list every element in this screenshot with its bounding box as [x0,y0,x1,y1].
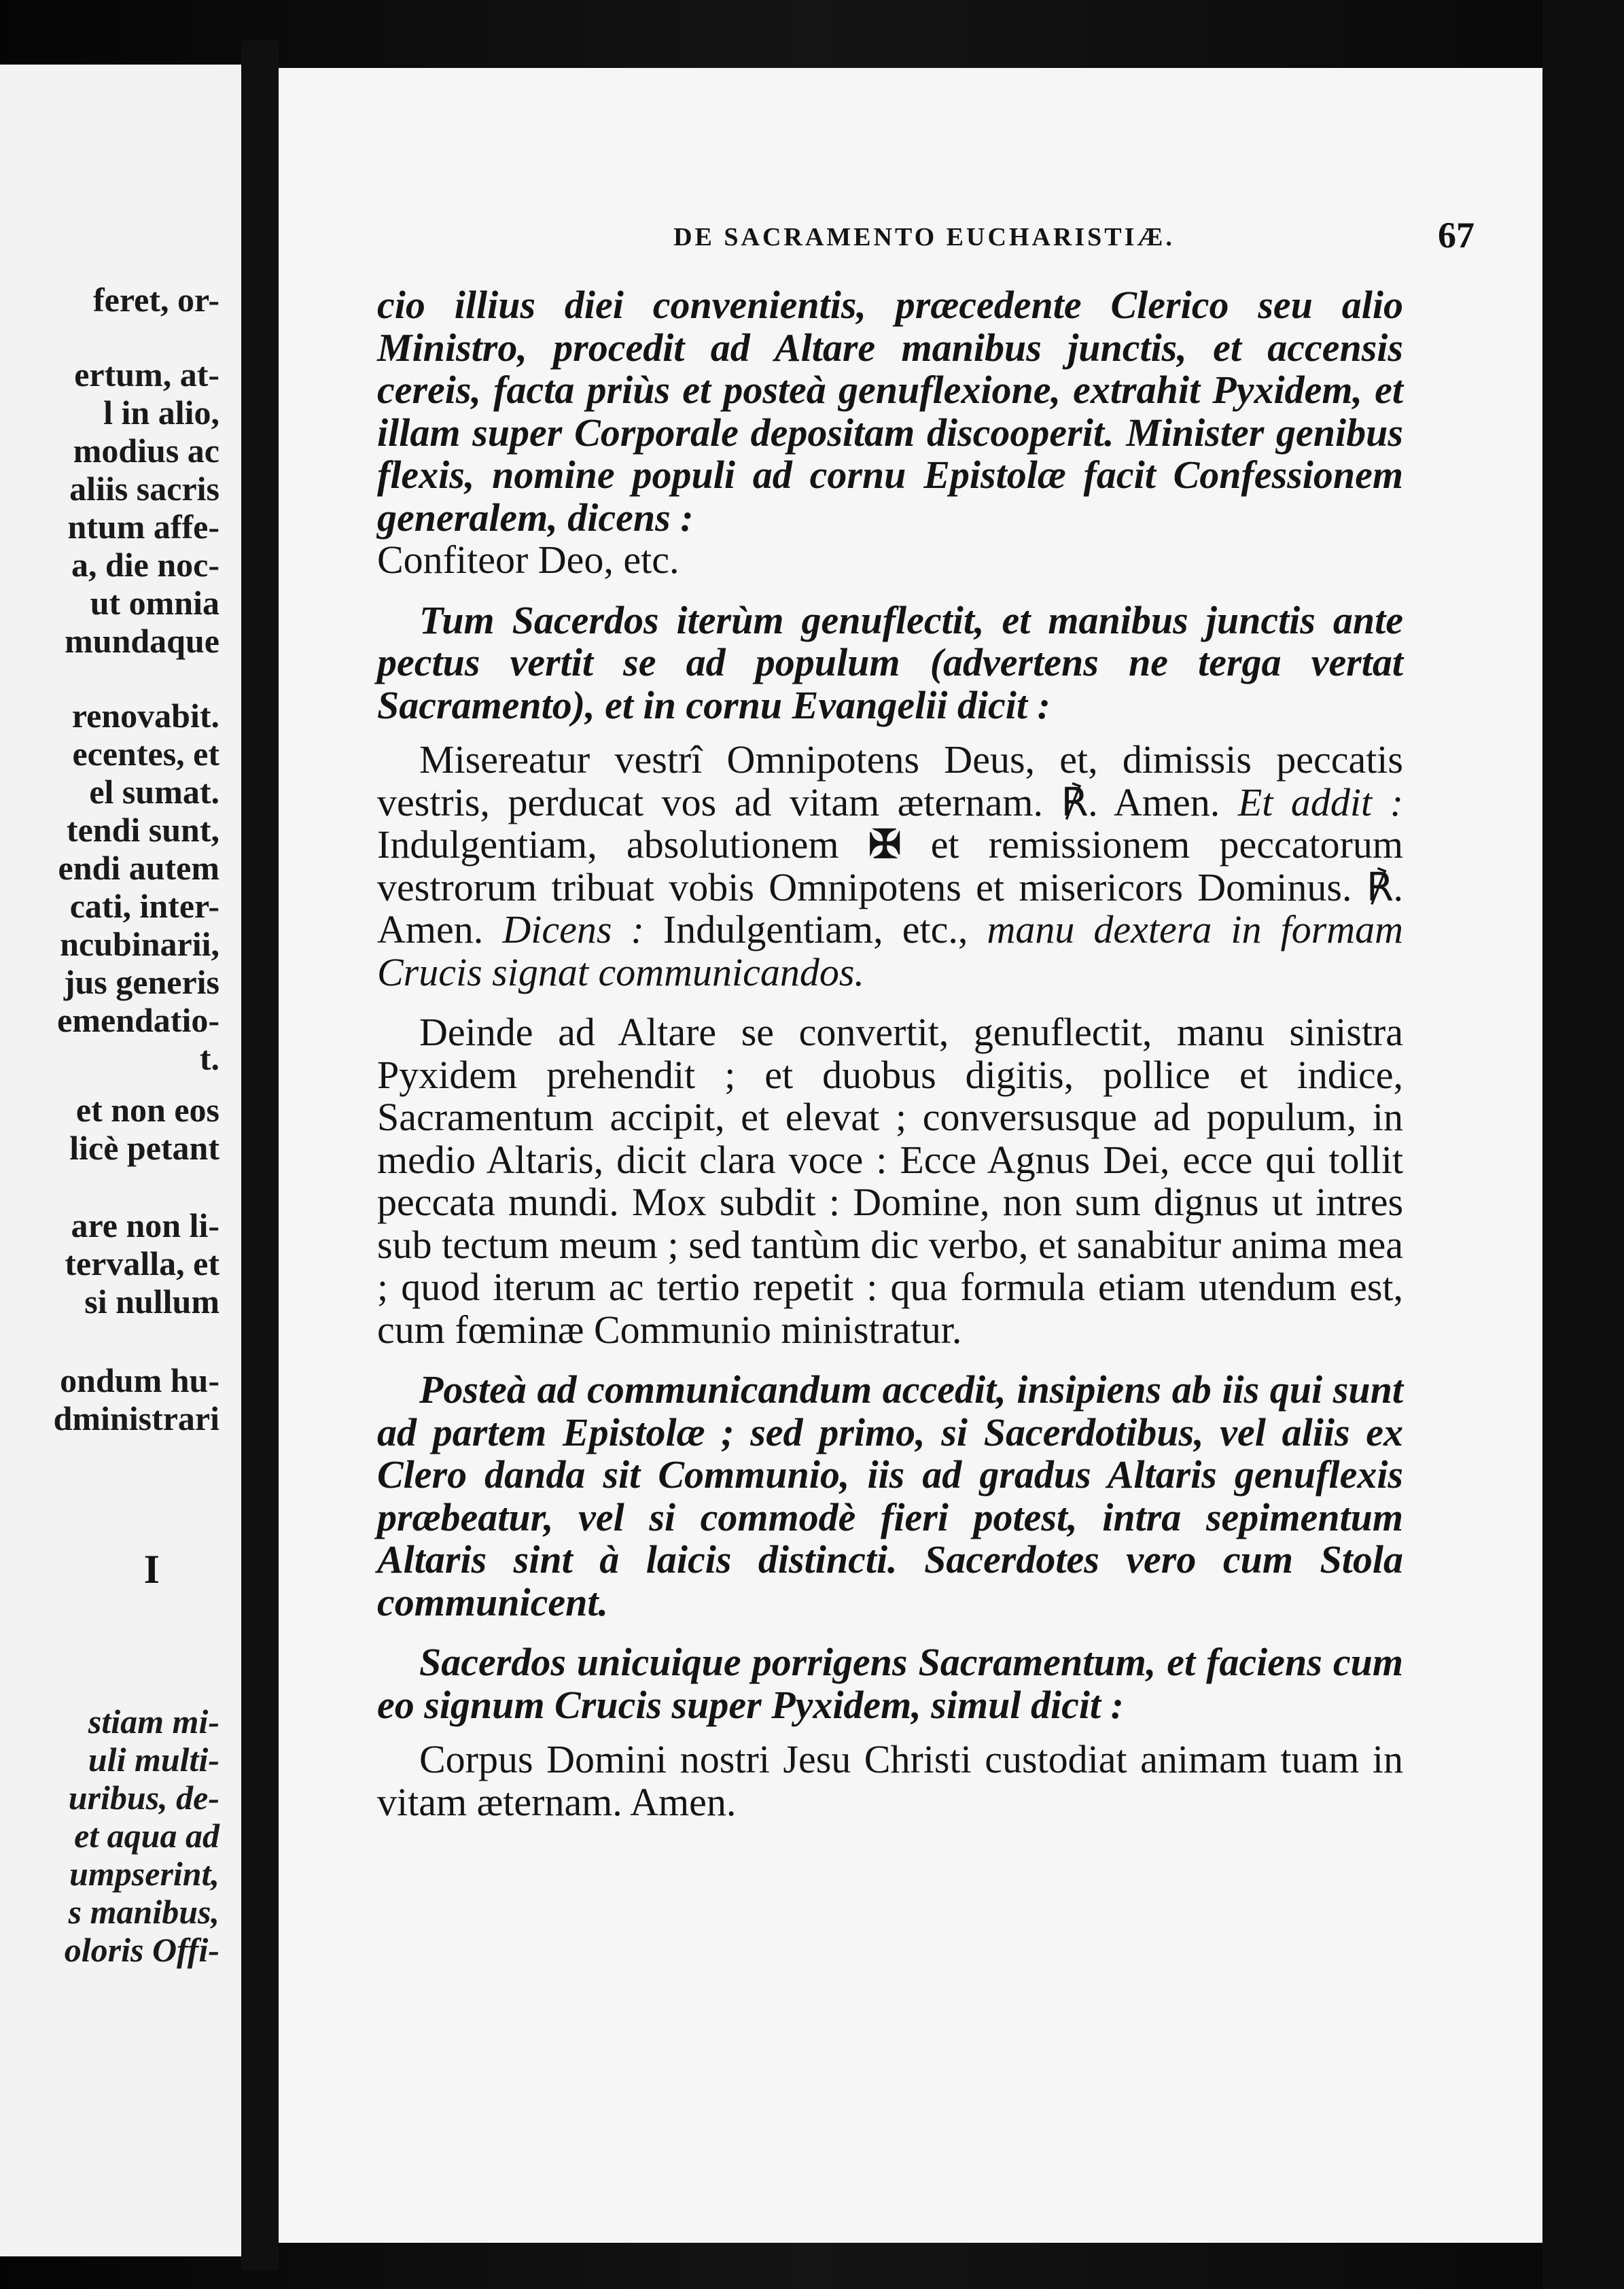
cross-icon: ✠ [868,822,902,867]
rubric-text: cio illius diei convenientis, præcedente Clerico seu alio Ministro, procedit ad Altare manibus junctis, et accensis cereis, facta priùs et posteà genuflexione, extrahit Pyxidem, et illam super Corporale depositam discooperit. Minister genibus flexis, nomine populi ad cornu Epistolæ facit Confessionem generalem, dicens : [377,283,1403,540]
running-head [374,214,1475,262]
prayer-text: Indulgentiam, absolutionem [377,822,839,867]
rubric-paragraph [377,284,1403,539]
facing-page-line: renovabit. [71,697,219,735]
facing-page-line: tervalla, et [65,1244,219,1282]
rubric-paragraph: Tum Sacerdos iterùm genuflectit, et manibus junctis ante pectus vertit se ad populum (advertens ne terga vertat Sacramento), et in cornu Evangelii dicit : [377,597,1403,727]
facing-page-fragment [0,65,241,2256]
facing-page-line: el sumat. [89,773,219,811]
facing-page-line: stiam mi- [88,1702,219,1741]
rubric-inline: Mox subdit : [632,1180,840,1224]
facing-page-line: mundaque [65,622,219,660]
prayer-text: Ecce Agnus Dei, ecce qui tollit peccata mundi. [377,1137,1404,1224]
prayer-line: Confiteor Deo, etc. [377,538,679,582]
prayer-text: et remissionem peccatorum vestrorum tribuat vobis Omnipotens et misericors Dominus. ℟. Amen. [377,822,1403,951]
mixed-paragraph [377,1011,1403,1351]
facing-page-line: a, die noc- [71,546,219,584]
facing-page-line: et non eos [75,1091,219,1129]
facing-page-line: tendi sunt, [66,811,219,849]
facing-page-line: jus generis [63,963,219,1001]
prayer-paragraph [377,739,1403,994]
running-title: DE SACRAMENTO EUCHARISTIÆ. [673,223,1175,251]
book-gutter [241,41,279,2270]
facing-page-line: cati, inter- [69,887,219,925]
facing-page-line: ecentes, et [72,735,219,773]
facing-page-line: t. [199,1039,219,1077]
rubric-inline: manu dextera in formam Crucis signat communicandos. [377,907,1404,994]
facing-page-line: ertum, at- [74,355,219,394]
rubric-inline: quod iterum ac tertio repetit : qua formula etiam utendum est, cum fœminæ Communio ministratur. [377,1265,1404,1352]
facing-page-line: s manibus, [68,1893,219,1931]
facing-page-line: si nullum [84,1282,219,1321]
prayer-paragraph: Corpus Domini nostri Jesu Christi custodiat animam tuam in vitam æternam. Amen. [377,1737,1403,1824]
facing-page-line: aliis sacris [69,470,219,508]
rubric-paragraph: Posteà ad communicandum accedit, insipiens ab iis qui sunt ad partem Epistolæ ; sed primo, si Sacerdotibus, vel aliis ex Clero danda sit Communio, iis ad gradus Altaris genuflexis præbeatur, vel si commodè fieri potest, intra sepimentum Altaris sint à laicis distincti. Sacerdotes vero cum Stola communicent. [377,1367,1403,1624]
facing-page-line: dministrari [53,1399,219,1437]
facing-page-line: endi autem [58,849,219,887]
prayer-text: Indulgentiam, etc., [663,907,968,951]
prayer-text: Misereatur vestrî Omnipotens Deus, et, dimissis peccatis vestris, perducat vos ad vitam æternam. ℟. Amen. [377,737,1403,824]
facing-page-line: et aqua ad [74,1817,219,1855]
facing-page-line: ondum hu- [60,1361,219,1399]
facing-page-line: licè petant [69,1129,219,1167]
facing-page-heading-glyph: I [143,1547,160,1592]
rubric-inline: Et addit : [1237,780,1404,824]
facing-page-line: uli multi- [88,1741,219,1779]
book-page [279,68,1542,2243]
facing-page-line: oloris Offi- [64,1931,219,1969]
facing-page-line: l in alio, [103,394,219,432]
rubric-inline: Dicens : [502,907,644,951]
facing-page-line: ntum affe- [67,508,219,546]
facing-page-line: ut omnia [90,584,219,622]
facing-page-line: are non li- [71,1206,219,1244]
facing-page-line: modius ac [73,432,219,470]
facing-page-line: ncubinarii, [60,925,219,963]
facing-page-line: uribus, de- [68,1779,219,1817]
rubric-inline: Deinde ad Altare se convertit, genuflectit, manu sinistra Pyxidem prehendit ; et duobus digitis, pollice et indice, Sacramentum accipit, et elevat ; conversusque ad populum, in medio Altaris, dicit clara voce : [377,1010,1403,1182]
prayer-text: Domine, non sum dignus ut intres sub tectum meum ; sed tantùm dic verbo, et sanabitur anima mea ; [377,1180,1404,1309]
facing-page-line: emendatio- [57,1001,219,1039]
facing-page-line: umpserint, [69,1855,219,1893]
facing-page-line: feret, or- [93,281,219,319]
page-number: 67 [1438,215,1475,256]
scan-right-edge [1542,0,1624,2289]
rubric-paragraph: Sacerdos unicuique porrigens Sacramentum, et faciens cum eo signum Crucis super Pyxidem, simul dicit : [377,1640,1403,1727]
page-text [377,284,1403,1823]
